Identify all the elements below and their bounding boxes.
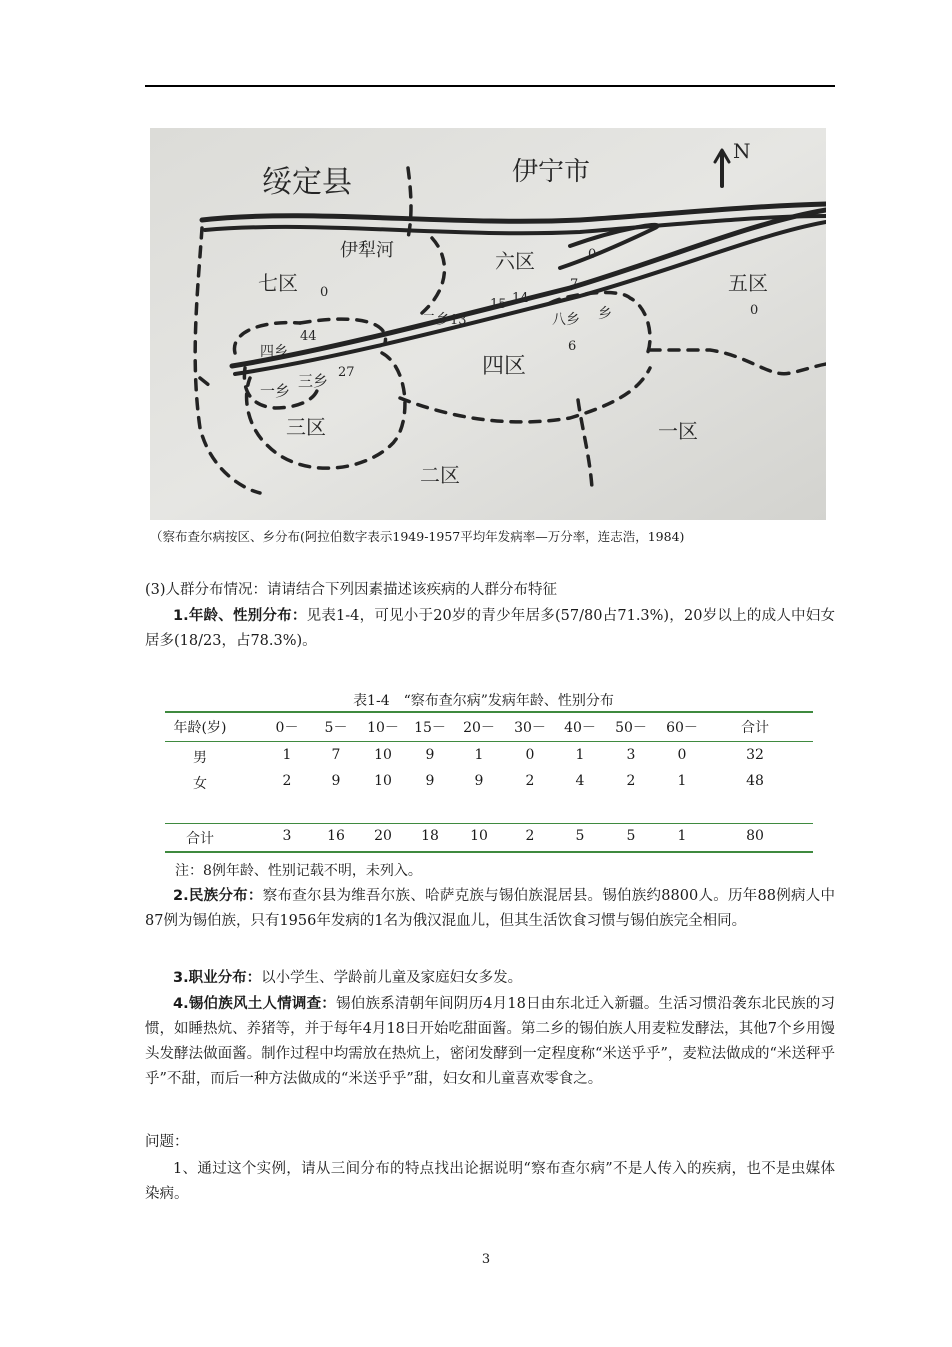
table-cell: 10 xyxy=(374,747,392,763)
table-header-cell: 30－ xyxy=(514,720,546,736)
table-header-cell: 15－ xyxy=(414,720,446,736)
table-cell: 女 xyxy=(193,776,207,792)
paragraph-text: 锡伯族系清朝年间阴历4月18日由东北迁入新疆。生活习惯沿袭东北民族的习惯，如睡热炕、养猪等，并于每年4月18日开始吃甜面酱。第二乡的锡伯族人用麦粒发酵法，其他7个乡用馒头发酵法做面酱。制作过程中均需放在热炕上，密闭发酵到一定程度称“米送乎乎”，麦粒法做成的“米送秤乎乎”不甜，而后一种方法做成的“米送乎乎”甜，妇女和儿童喜欢零食之。 xyxy=(145,996,835,1087)
map-value: 0 xyxy=(588,247,597,262)
table-cell: 2 xyxy=(282,773,292,789)
map-label-city: 伊宁市 xyxy=(512,157,591,187)
map-label-district-1: 一区 xyxy=(658,419,698,443)
paragraph-ethnicity xyxy=(145,884,835,934)
paragraph-text: 察布查尔县为维吾尔族、哈萨克族与锡伯族混居县。锡伯族约8800人。历年88例病人中87例为锡伯族，只有1956年发病的1名为俄汉混血儿，但其生活饮食习惯与锡伯族完全相同。 xyxy=(145,888,835,929)
map-value: 7 xyxy=(570,277,579,292)
table-total-cell: 5 xyxy=(626,828,636,844)
table-header-cell: 年龄(岁) xyxy=(173,720,227,736)
map-value: 44 xyxy=(300,329,317,344)
map-value: 27 xyxy=(338,365,355,380)
section-heading: (3)人群分布情况：请请结合下列因素描述该疾病的人群分布特征 xyxy=(145,582,558,598)
map-label-river: 伊犁河 xyxy=(340,240,394,261)
table-cell: 9 xyxy=(425,773,435,789)
question-label: 问题： xyxy=(145,1134,189,1150)
map-caption: （察布查尔病按区、乡分布(阿拉伯数字表示1949-1957平均年发病率—万分率，连志浩，1984) xyxy=(150,529,685,544)
map-label-township-8: 八乡 xyxy=(552,312,580,328)
page-number: 3 xyxy=(481,1252,491,1267)
table-cell: 0 xyxy=(677,747,687,763)
map-value: 0 xyxy=(750,303,759,318)
map-label-north: N xyxy=(733,139,751,163)
map-label-township-1: 一乡 xyxy=(260,382,291,400)
paragraph-heading: 1.年龄、性别分布： xyxy=(173,608,307,624)
table-cell: 1 xyxy=(282,747,292,763)
table-cell: 4 xyxy=(575,773,585,789)
table-total-cell: 16 xyxy=(327,828,345,844)
table-cell: 3 xyxy=(626,747,636,763)
district-map-image xyxy=(150,128,826,520)
table-bottom-rule xyxy=(165,851,813,853)
table-cell: 0 xyxy=(525,747,535,763)
map-value: 6 xyxy=(568,339,577,354)
map-label-district-3: 三区 xyxy=(286,415,326,439)
table-header-rule xyxy=(165,741,813,742)
map-label-township-3: 三乡 xyxy=(298,372,329,390)
map-label-district-5: 五区 xyxy=(728,271,768,295)
header-rule xyxy=(145,85,835,87)
table-total-cell: 5 xyxy=(575,828,585,844)
table-header-cell: 5－ xyxy=(324,720,348,736)
table-cell: 1 xyxy=(575,747,585,763)
table-total-cell: 1 xyxy=(677,828,687,844)
table-total-cell: 20 xyxy=(374,828,392,844)
map-label-district-6: 六区 xyxy=(495,249,535,273)
table-cell: 男 xyxy=(193,750,207,766)
table-cell: 9 xyxy=(474,773,484,789)
table-top-rule xyxy=(165,711,813,713)
table-header-cell: 50－ xyxy=(615,720,647,736)
table-cell: 1 xyxy=(474,747,484,763)
table-header-cell: 40－ xyxy=(564,720,596,736)
map-label-district-7: 七区 xyxy=(258,271,298,295)
map-value: 14 xyxy=(512,291,529,306)
map-label-township: 乡 xyxy=(598,306,612,322)
table-total-cell: 2 xyxy=(525,828,535,844)
paragraph-text: 见表1-4，可见小于20岁的青少年居多(57/80占71.3%)，20岁以上的成人中妇女居多(18/23，占78.3%)。 xyxy=(145,608,835,649)
table-total-cell: 合计 xyxy=(186,831,214,847)
paragraph-text: 以小学生、学龄前儿童及家庭妇女多发。 xyxy=(261,970,523,986)
table-cell: 32 xyxy=(746,747,764,763)
map-value: 0 xyxy=(320,285,329,300)
table-cell: 7 xyxy=(331,747,341,763)
table-cell: 48 xyxy=(746,773,764,789)
map-label-district-2: 二区 xyxy=(420,463,460,487)
paragraph-heading: 3.职业分布： xyxy=(173,970,262,986)
table-cell: 2 xyxy=(626,773,636,789)
table-header-cell: 20－ xyxy=(463,720,495,736)
map-label-township-4: 四乡 xyxy=(260,344,288,360)
paragraph-age-sex xyxy=(145,604,835,654)
table-header-cell: 60－ xyxy=(666,720,698,736)
map-value: 15 xyxy=(490,297,507,312)
table-cell: 9 xyxy=(425,747,435,763)
table-title: 表1-4 “察布查尔病”发病年龄、性别分布 xyxy=(353,693,614,709)
table-total-cell: 18 xyxy=(421,828,439,844)
table-total-rule xyxy=(165,823,813,824)
table-total-cell: 3 xyxy=(282,828,292,844)
table-header-cell: 合计 xyxy=(741,720,769,736)
paragraph-heading: 2.民族分布： xyxy=(173,888,263,904)
table-total-cell: 80 xyxy=(746,828,764,844)
paragraph-xibe-customs xyxy=(145,992,835,1092)
question-1: 1、通过这个实例，请从三间分布的特点找出论据说明“察布查尔病”不是人传入的疾病，也不是虫媒体染病。 xyxy=(145,1161,835,1202)
map-label-district-4: 四区 xyxy=(482,354,527,379)
map-label-county: 绥定县 xyxy=(262,165,352,200)
table-cell: 10 xyxy=(374,773,392,789)
table-header-cell: 0－ xyxy=(275,720,299,736)
paragraph-occupation xyxy=(145,966,835,991)
map-value: 13 xyxy=(450,313,467,328)
map-label-township-2: 二乡 xyxy=(422,312,450,328)
table-cell: 2 xyxy=(525,773,535,789)
table-note: 注：8例年龄、性别记载不明，未列入。 xyxy=(175,863,422,879)
table-cell: 9 xyxy=(331,773,341,789)
table-total-cell: 10 xyxy=(470,828,488,844)
table-header-cell: 10－ xyxy=(367,720,399,736)
table-cell: 1 xyxy=(677,773,687,789)
paragraph-heading: 4.锡伯族风土人情调查： xyxy=(173,996,337,1012)
